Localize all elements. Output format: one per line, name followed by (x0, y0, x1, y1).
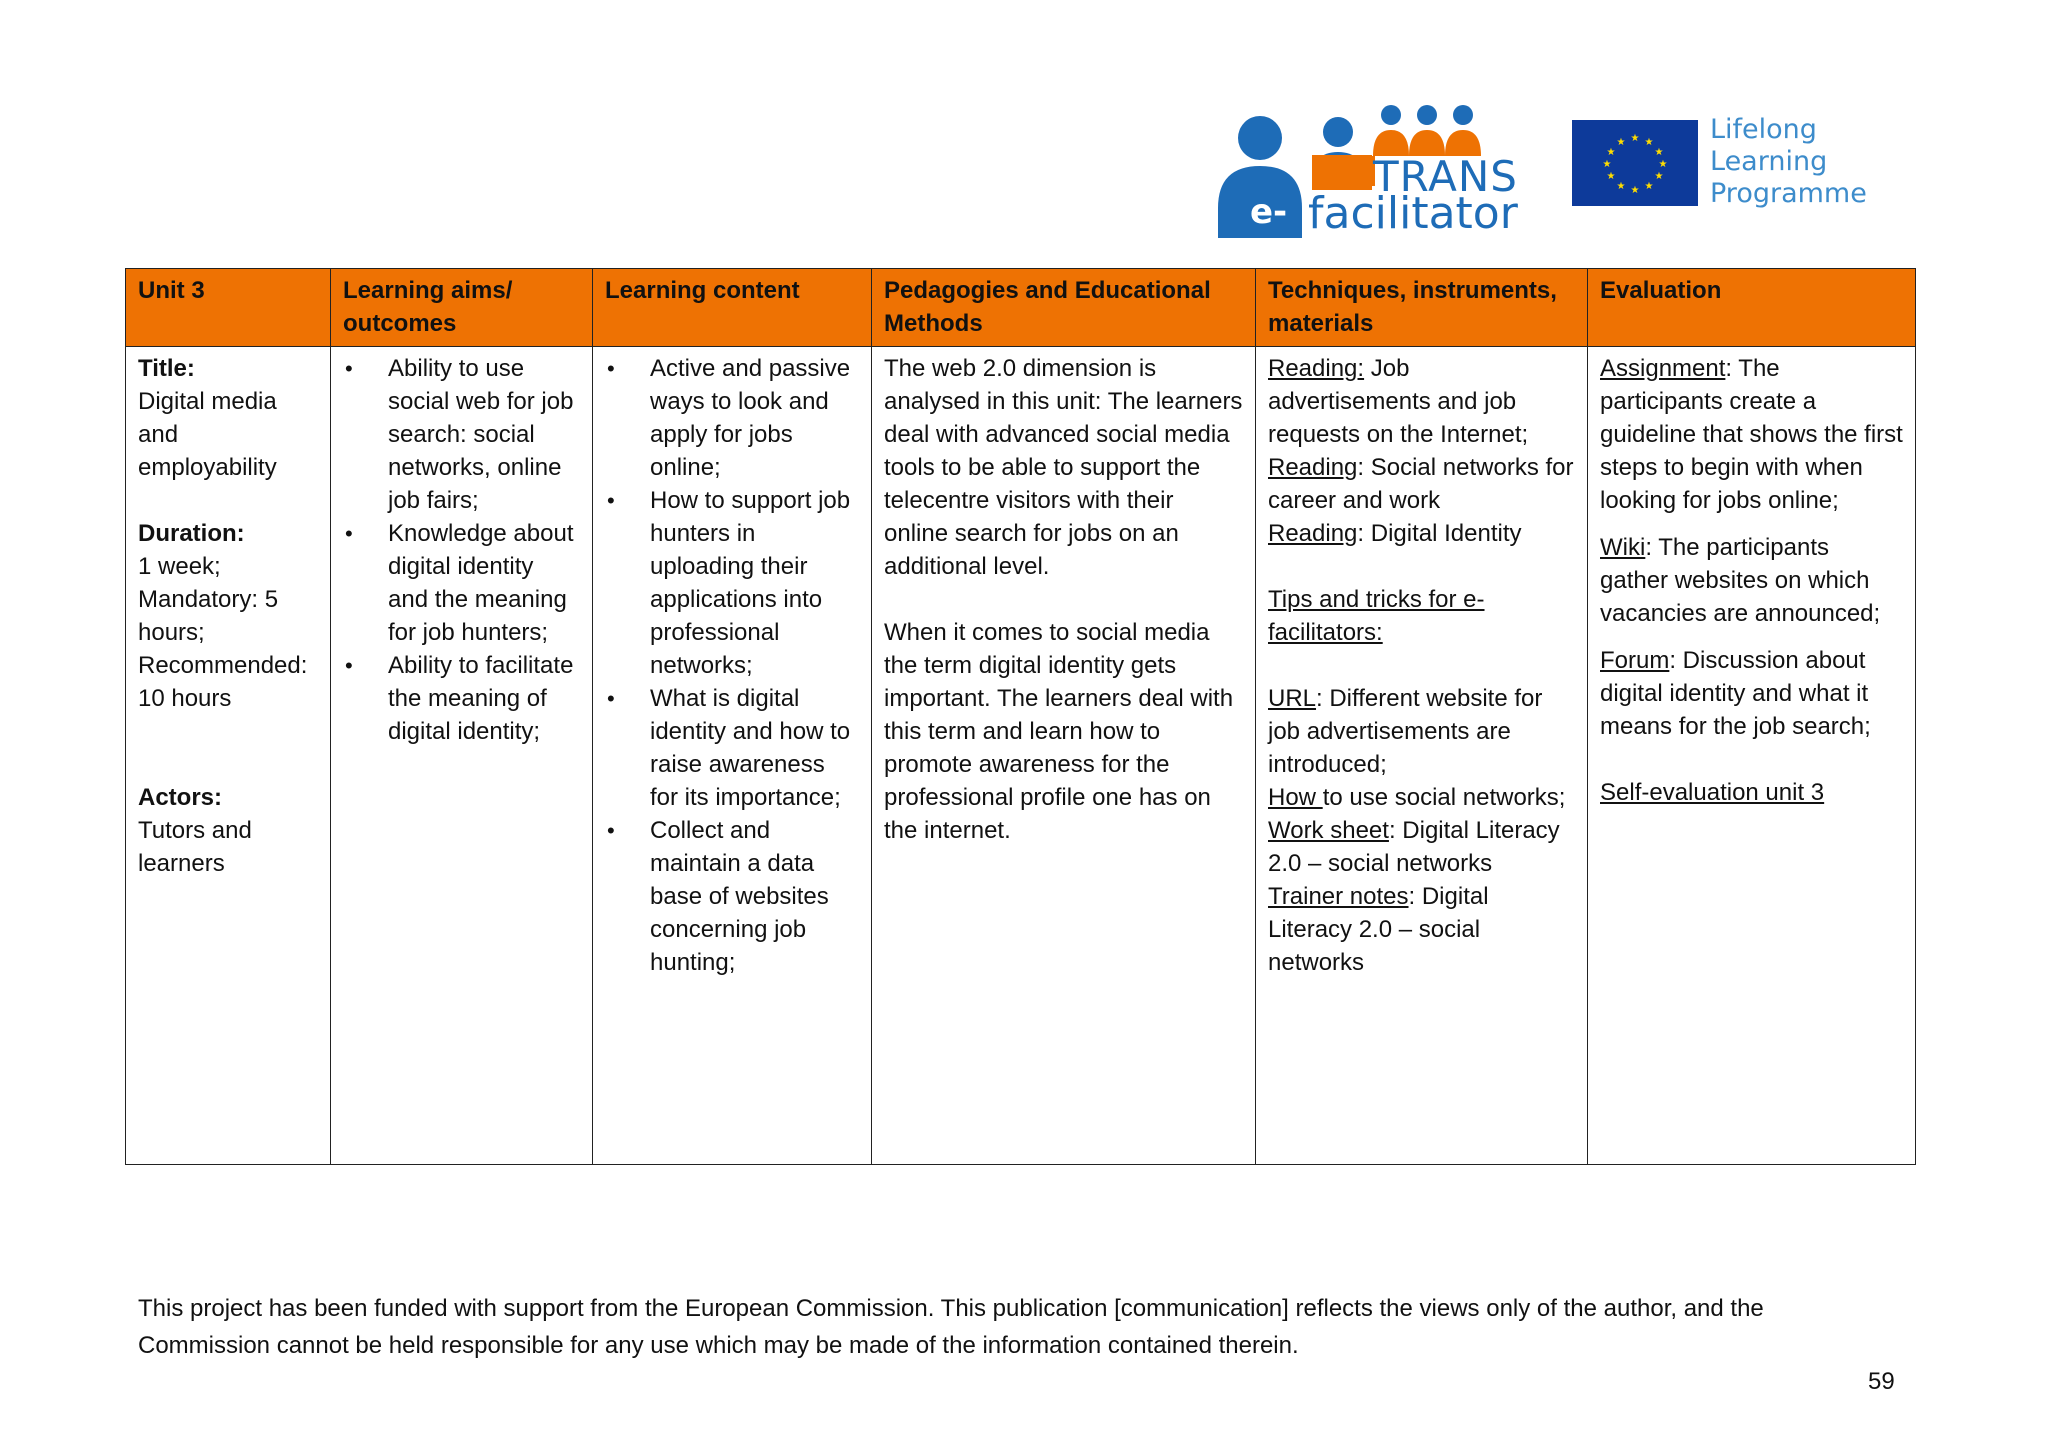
tips-link[interactable]: Tips and tricks for e-facilitators: (1268, 586, 1485, 646)
worksheet-link[interactable]: Work sheet (1268, 817, 1389, 844)
header-unit: Unit 3 (126, 269, 331, 347)
list-item: • Active and passive ways to look and apply for jobs online; (605, 352, 859, 484)
header-techniques: Techniques, instruments, materials (1256, 269, 1588, 347)
url-item: URL: Different website for job advertisements are introduced; (1268, 685, 1543, 778)
header-pedagogies: Pedagogies and Educational Methods (872, 269, 1256, 347)
svg-text:★: ★ (1644, 181, 1654, 192)
llp-line: Lifelong (1710, 114, 1817, 145)
header-learning-aims: Learning aims/ outcomes (331, 269, 593, 347)
reading-link[interactable]: Reading: (1268, 355, 1365, 382)
list-item: • Knowledge about digital identity and the meaning for job hunters; (343, 517, 580, 649)
wiki-link[interactable]: Wiki (1600, 534, 1646, 561)
reading-item: Reading: Digital Identity (1268, 520, 1522, 547)
svg-text:★: ★ (1606, 171, 1616, 182)
header-evaluation: Evaluation (1588, 269, 1916, 347)
svg-text:★: ★ (1616, 181, 1626, 192)
learning-aims-cell (331, 347, 593, 1165)
list-item: • How to support job hunters in uploading their applications into professional networks; (605, 484, 859, 682)
actors-value: Tutors and learners (138, 817, 252, 877)
how-link[interactable]: How (1268, 784, 1323, 811)
svg-text:★: ★ (1654, 147, 1664, 158)
list-item: • Collect and maintain a data base of websites concerning job hunting; (605, 814, 859, 979)
reading-link[interactable]: Reading (1268, 454, 1358, 481)
forum-item: Forum: Discussion about digital identity and what it means for the job search; (1600, 647, 1871, 740)
how-item: How to use social networks; (1268, 784, 1566, 811)
trainer-notes-item: Trainer notes: Digital Literacy 2.0 – social networks (1268, 883, 1489, 976)
svg-text:★: ★ (1630, 185, 1640, 196)
pedagogies-cell (872, 347, 1256, 1165)
svg-text:★: ★ (1616, 137, 1626, 148)
aims-list (343, 352, 580, 748)
table-row (126, 347, 1916, 1165)
svg-text:★: ★ (1630, 133, 1640, 144)
techniques-cell (1256, 347, 1588, 1165)
list-item: • Ability to facilitate the meaning of digital identity; (343, 649, 580, 748)
logo-facilitator-word: facilitator (1308, 188, 1518, 239)
svg-text:★: ★ (1654, 171, 1664, 182)
duration-label: Duration: (138, 520, 245, 547)
list-item: • What is digital identity and how to raise awareness for its importance; (605, 682, 859, 814)
llp-line: Learning (1710, 146, 1828, 177)
funding-disclaimer: This project has been funded with support from the European Commission. This publication [communication] reflects the views only of the author, and the Commission cannot be held responsible for any use which may be made of the information contained therein. (138, 1295, 1764, 1359)
pedagogies-paragraph: When it comes to social media the term digital identity gets important. The learners deal with this term and learn how to promote awareness for the professional profile one has on the internet. (884, 619, 1234, 844)
reading-link[interactable]: Reading (1268, 520, 1358, 547)
actors-label: Actors: (138, 784, 223, 811)
wiki-item: Wiki: The participants gather websites on which vacancies are announced; (1600, 534, 1881, 627)
table-header-row (126, 269, 1916, 347)
header-logos (1210, 100, 1870, 240)
trainer-notes-link[interactable]: Trainer notes (1268, 883, 1409, 910)
page-number: 59 (1868, 1368, 1895, 1395)
eu-stars-icon (1572, 120, 1698, 206)
learning-content-cell (593, 347, 872, 1165)
forum-link[interactable]: Forum (1600, 647, 1670, 674)
svg-text:★: ★ (1658, 159, 1668, 170)
self-evaluation-link[interactable]: Self-evaluation unit 3 (1600, 779, 1825, 806)
unit-info-cell (126, 347, 331, 1165)
lifelong-learning-programme-logo (1710, 114, 1867, 210)
logo-trans-word: TRANS (1373, 152, 1518, 201)
logo-e-prefix: e- (1250, 192, 1288, 232)
svg-text:★: ★ (1602, 159, 1612, 170)
content-list (605, 352, 859, 979)
title-label: Title: (138, 355, 195, 382)
evaluation-cell (1588, 347, 1916, 1165)
url-link[interactable]: URL (1268, 685, 1317, 712)
svg-text:★: ★ (1644, 137, 1654, 148)
reading-item: Reading: Job advertisements and job requests on the Internet; (1268, 355, 1529, 448)
title-value: Digital media and employability (138, 388, 277, 481)
header-learning-content: Learning content (593, 269, 872, 347)
duration-value: 1 week; Mandatory: 5 hours; Recommended: 10 hours (138, 553, 308, 712)
assignment-item: Assignment: The participants create a guideline that shows the first steps to begin with when looking for jobs online; (1600, 355, 1903, 514)
list-item: • Ability to use social web for job search: social networks, online job fairs; (343, 352, 580, 517)
assignment-link[interactable]: Assignment (1600, 355, 1726, 382)
unit-table (125, 268, 1916, 1165)
llp-line: Programme (1710, 178, 1867, 209)
trans-efacilitator-logo (1210, 100, 1518, 240)
reading-item: Reading: Social networks for career and work (1268, 454, 1574, 514)
worksheet-item: Work sheet: Digital Literacy 2.0 – social networks (1268, 817, 1560, 877)
svg-text:★: ★ (1606, 147, 1616, 158)
eu-flag-icon (1572, 120, 1698, 206)
pedagogies-paragraph: The web 2.0 dimension is analysed in this unit: The learners deal with advanced social media tools to be able to support the telecentre visitors with their online search for jobs on an additional level. (884, 355, 1243, 580)
